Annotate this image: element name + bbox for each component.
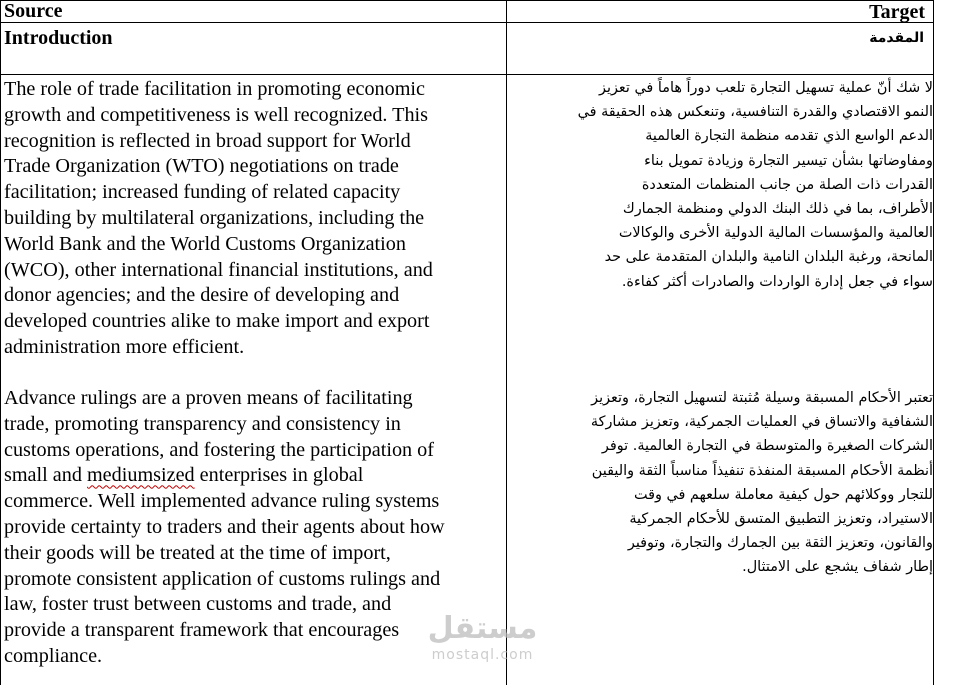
- table-right-border: [933, 0, 934, 685]
- source-paragraph-1: The role of trade facilitation in promoting economic growth and competitiveness is well recognized. This recognition is reflected in broad support for World Trade Organization (WTO) negotiations on trade facilitation; increased funding of related capacity building by multilateral organizations, including the World Bank and the World Customs Organization (WCO), other international financial institutions, and donor agencies; and the desire of developing and developed countries alike to make import and export administration more efficient.: [4, 78, 433, 358]
- watermark-url: mostaql.com: [431, 647, 534, 663]
- header-row-border: [0, 22, 934, 23]
- mostaql-watermark: [420, 612, 545, 674]
- table-left-border: [0, 0, 1, 685]
- source-paragraph-2-part-1: Advance rulings are a proven means of facilitating trade, promoting transparency and consistency in customs operations, and fostering the participation of small and: [4, 387, 434, 487]
- table-top-border: [0, 0, 934, 1]
- watermark-arabic-logo: مستقل: [427, 611, 538, 646]
- spellcheck-flagged-word: mediumsized: [86, 464, 195, 487]
- source-paragraph-2-part-2: enterprises in global commerce. Well implemented advance ruling systems provide certainty to traders and their agents about how their goods will be treated at the time of import, promote consistent application of customs rulings and law, foster trust between customs and trade, and provide a transparent framework that encourages compliance.: [4, 464, 445, 667]
- target-intro-heading: المقدمة: [869, 30, 924, 46]
- intro-row-border: [0, 74, 934, 75]
- source-column-header: Source: [4, 0, 63, 22]
- target-paragraph-2: تعتبر الأحكام المسبقة وسيلة مُثبتة لتسهيل التجارة، وتعزيز الشفافية والاتساق في العمليات الجمركية، وتعزيز مشاركة الشركات الصغيرة والمتوسطة في التجارة العالمية. توفر أنظمة الأحكام المسبقة المنفذة تنفيذاً مناسباً الثقة واليقين للتجار ووكلائهم حول كيفية معاملة سلعهم في وقت الاستيراد، وتعزيز التطبيق المتسق للأحكام الجمركية والقانون، وتعزيز الثقة بين الجمارك والتجارة، وتوفير إطار شفاف يشجع على الامتثال.: [590, 390, 933, 576]
- target-paragraph-1: لا شك أنّ عملية تسهيل التجارة تلعب دوراً هاماً في تعزيز النمو الاقتصادي والقدرة التنافسية، وتنعكس هذه الحقيقة في الدعم الواسع الذي تقدمه منظمة التجارة العالمية ومفاوضاتها بشأن تيسير التجارة وزيادة تمويل بناء القدرات ذات الصلة من جانب المنظمات المتعددة الأطراف، بما في ذلك البنك الدولي ومنظمة الجمارك العالمية والمؤسسات المالية الدولية الأخرى والوكالات المانحة، ورغبة البلدان النامية والبلدان المتقدمة على حد سواء في جعل إدارة الواردات والصادرات أكثر كفاءة.: [577, 80, 933, 290]
- target-column-header: Target: [869, 1, 925, 23]
- column-divider: [506, 0, 507, 685]
- source-intro-heading: Introduction: [4, 27, 113, 49]
